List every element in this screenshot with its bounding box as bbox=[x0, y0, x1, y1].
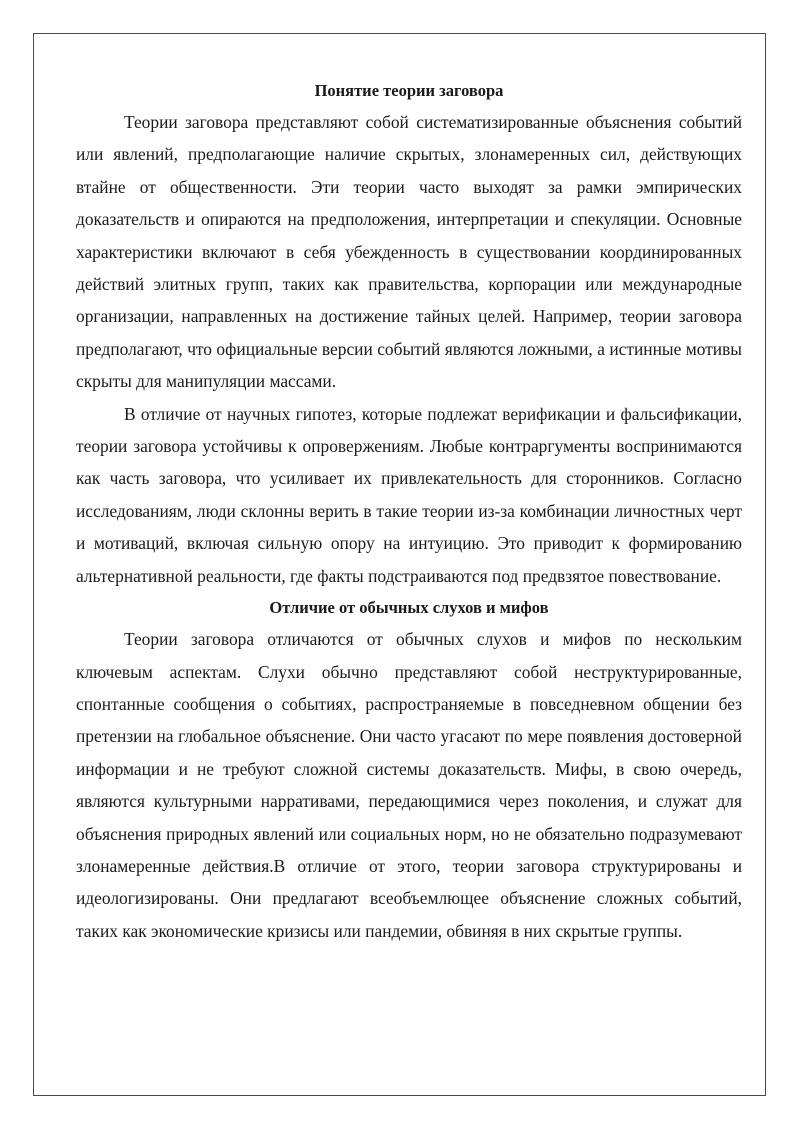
paragraph-rumors-myths: Теории заговора отличаются от обычных слухов и мифов по нескольким ключевым аспектам. Слухи обычно представляют собой неструктурированные, спонтанные сообщения о событиях, распространяемые в повседневном общении без претензии на глобальное объяснение. Они часто угасают по мере появления достоверной информации и не требуют сложной системы доказательств. Мифы, в свою очередь, являются культурными нарративами, передающимися через поколения, и служат для объяснения природных явлений или социальных норм, но не обязательно подразумевают злонамеренные действия.В отличие от этого, теории заговора структурированы и идеологизированы. Они предлагают всеобъемлющее объяснение сложных событий, таких как экономические кризисы или пандемии, обвиняя в них скрытые группы. bbox=[76, 629, 742, 941]
section-heading-differences: Отличие от обычных слухов и мифов bbox=[269, 598, 549, 618]
paragraph-definition: Теории заговора представляют собой систематизированные объяснения событий или явлений, предполагающие наличие скрытых, злонамеренных сил, действующих втайне от общественности. Эти теории часто выходят за рамки эмпирических доказательств и опираются на предположения, интерпретации и спекуляции. Основные характеристики включают в себя убежденность в существовании координированных действий элитных групп, таких как правительства, корпорации или международные организации, направленных на достижение тайных целей. Например, теории заговора предполагают, что официальные версии событий являются ложными, а истинные мотивы скрыты для манипуляции массами. bbox=[76, 112, 742, 392]
document-body bbox=[76, 75, 742, 947]
section-heading-concept: Понятие теории заговора bbox=[314, 81, 504, 100]
paragraph-scientific-contrast: В отличие от научных гипотез, которые подлежат верификации и фальсификации, теории заговора устойчивы к опровержениям. Любые контраргументы воспринимаются как часть заговора, что усиливает их привлекательность для сторонников. Согласно исследованиям, люди склонны верить в такие теории из-за комбинации личностных черт и мотиваций, включая сильную опору на интуицию. Это приводит к формированию альтернативной реальности, где факты подстраиваются под предвзятое повествование. bbox=[76, 403, 742, 586]
